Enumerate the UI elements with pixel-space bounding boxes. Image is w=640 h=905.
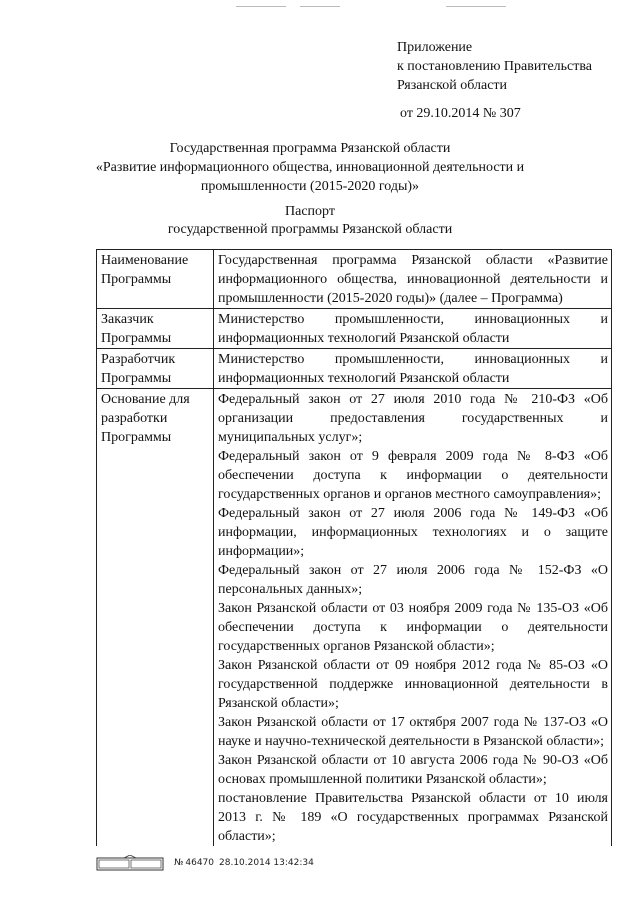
- legal-basis-item: Закон Рязанской области от 03 ноября 2009 года № 135-ОЗ «Об обеспечении доступа к информации о деятельности государственных органов Рязанской области»;: [218, 601, 608, 654]
- legal-basis-item: Федеральный закон от 9 февраля 2009 года № 8-ФЗ «Об обеспечении доступа к информации о деятельности государственных органов и органов местного самоуправления»;: [218, 449, 608, 502]
- appendix-line: Приложение: [397, 40, 473, 55]
- row-label: Заказчик Программы: [97, 309, 214, 349]
- legal-basis-item: Закон Рязанской области от 10 августа 2006 года № 90-ОЗ «Об основах промышленной политики Рязанской области»;: [218, 753, 608, 787]
- registration-number: 46470: [185, 858, 215, 868]
- program-title: [95, 139, 525, 196]
- decree-date-number: от 29.10.2014 № 307: [400, 106, 521, 121]
- passport-title: [95, 203, 525, 239]
- passport-title-line: государственной программы Рязанской области: [167, 222, 453, 237]
- table-row: [97, 349, 612, 389]
- appendix-line: к постановлению Правительства: [397, 59, 593, 74]
- table-row: [97, 309, 612, 349]
- table-row: [97, 389, 612, 847]
- registry-stamp-icon: [96, 855, 164, 871]
- legal-basis-item: Федеральный закон от 27 июля 2006 года № 152-ФЗ «О персональных данных»;: [218, 563, 608, 597]
- scan-artifact: [300, 6, 340, 7]
- appendix-line: Рязанской области: [397, 78, 508, 93]
- table-row: [97, 250, 612, 309]
- row-label: Наименование Программы: [97, 250, 214, 309]
- row-value: Министерство промышленности, инновационных и информационных технологий Рязанской области: [214, 309, 612, 349]
- legal-basis-item: Федеральный закон от 27 июля 2006 года № 149-ФЗ «Об информации, информационных технологиях и о защите информации»;: [218, 506, 608, 559]
- program-title-line: промышленности (2015-2020 годы)»: [200, 179, 420, 194]
- legal-basis-item: постановление Правительства Рязанской области от 10 июля 2013 г. № 189 «О государственных программах Рязанской области»;: [218, 791, 608, 844]
- program-title-line: «Развитие информационного общества, инновационной деятельности и: [95, 160, 525, 175]
- scan-artifact: [446, 6, 506, 7]
- legal-basis-item: Федеральный закон от 27 июля 2010 года № 210-ФЗ «Об организации предоставления государственных и муниципальных услуг»;: [218, 392, 608, 445]
- row-value: [214, 389, 612, 847]
- row-value: Государственная программа Рязанской области «Развитие информационного общества, инновационной деятельности и промышленности (2015-2020 годы)» (далее – Программа): [214, 250, 612, 309]
- document-number-icon: №: [174, 858, 184, 868]
- registration-footer: [96, 855, 314, 871]
- program-title-line: Государственная программа Рязанской области: [169, 141, 451, 156]
- registration-timestamp: 28.10.2014 13:42:34: [219, 858, 314, 868]
- passport-table: [96, 249, 612, 846]
- row-value: Министерство промышленности, инновационных и информационных технологий Рязанской области: [214, 349, 612, 389]
- legal-basis-item: Закон Рязанской области от 17 октября 2007 года № 137-ОЗ «О науке и научно-технической деятельности в Рязанской области»;: [218, 715, 608, 749]
- appendix-block: [397, 38, 592, 123]
- scan-artifact: [236, 6, 286, 7]
- passport-title-line: Паспорт: [285, 204, 335, 219]
- legal-basis-item: Закон Рязанской области от 09 ноября 2012 года № 85-ОЗ «О государственной поддержке инновационной деятельности в Рязанской области»;: [218, 658, 608, 711]
- row-label: Разработчик Программы: [97, 349, 214, 389]
- row-label: Основание для разработки Программы: [97, 389, 214, 847]
